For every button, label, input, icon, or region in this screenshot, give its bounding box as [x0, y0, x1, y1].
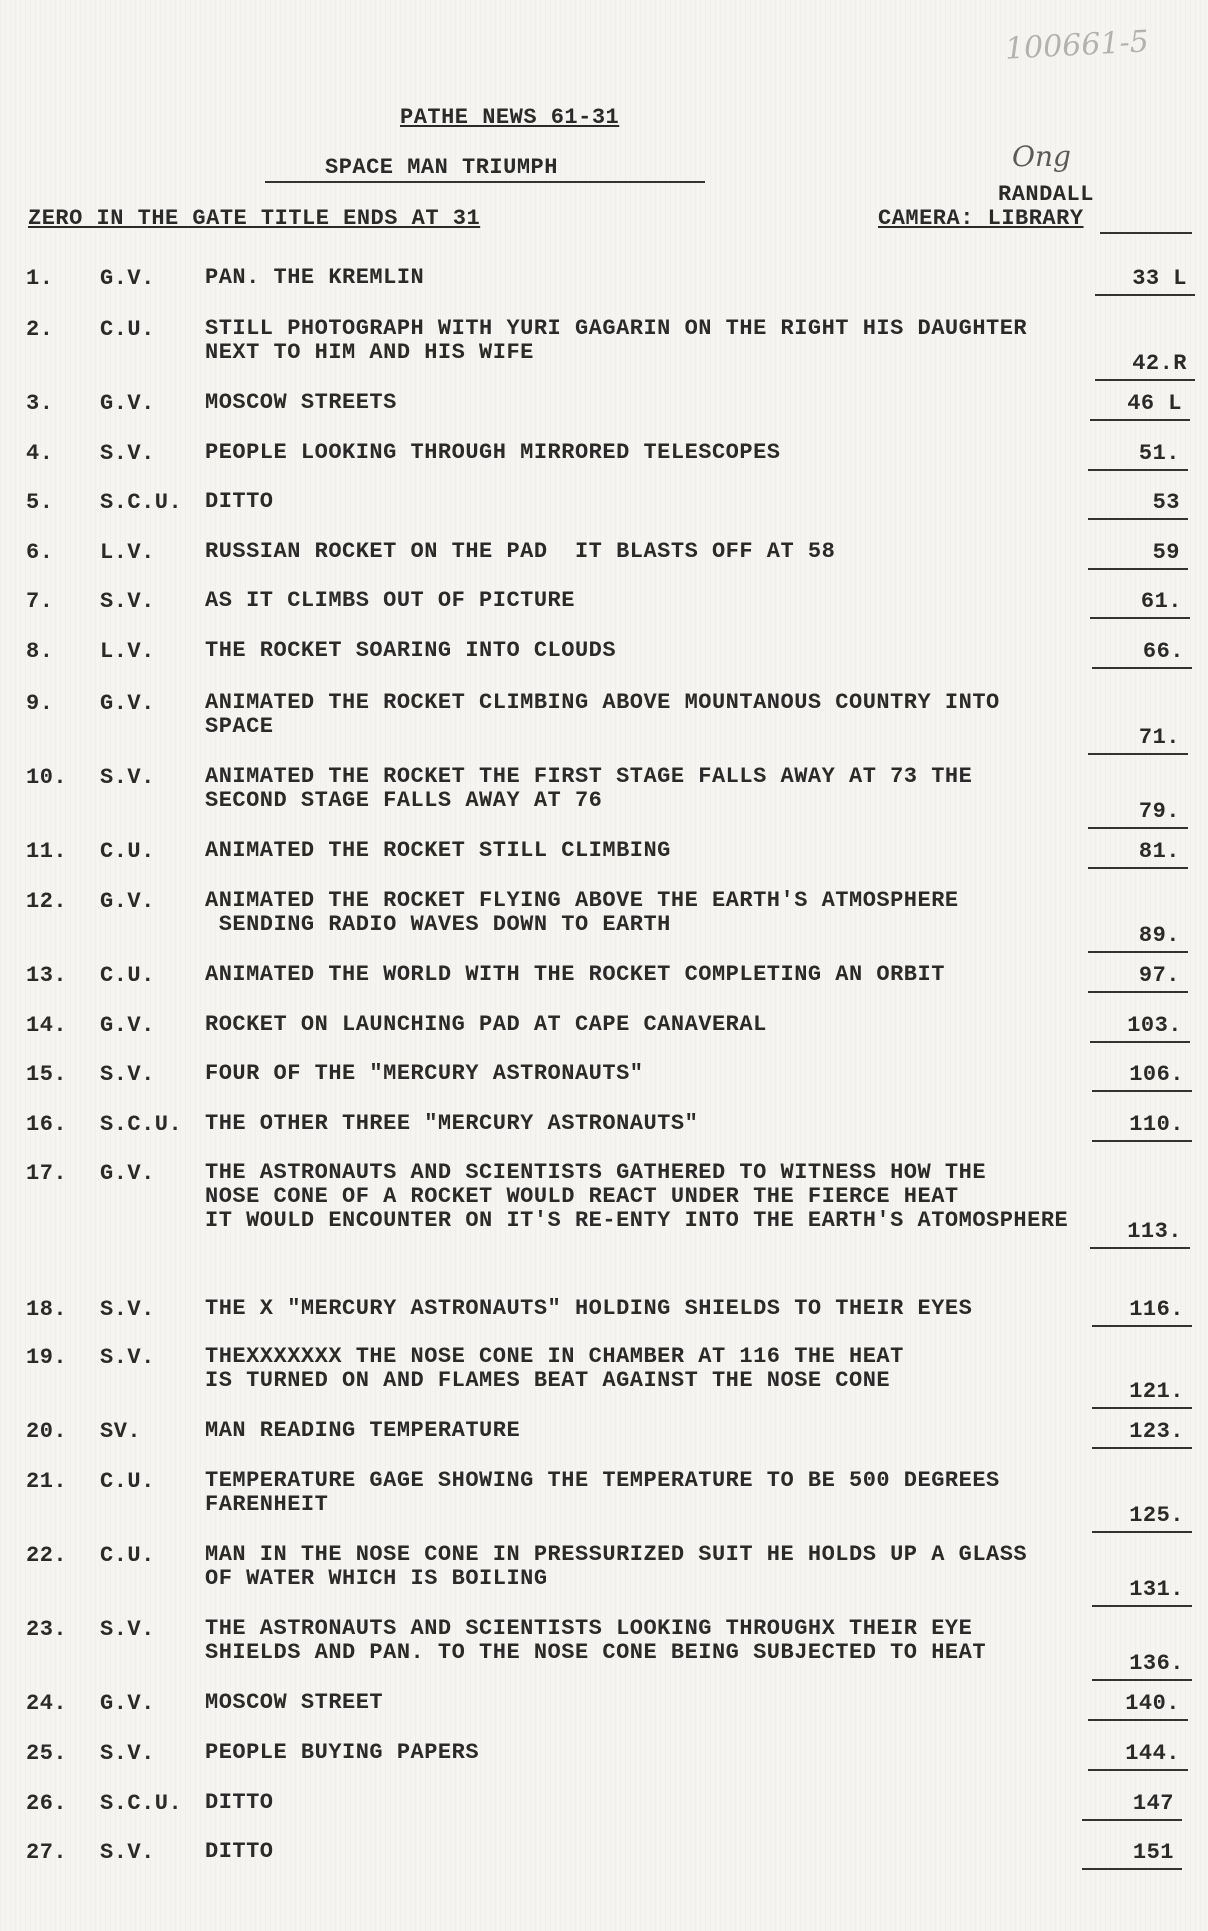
- shot-type: S.V.: [100, 589, 155, 614]
- footage-value: 97.: [1138, 963, 1180, 988]
- shot-description: [205, 1013, 1105, 1037]
- shot-number: 23.: [26, 1617, 68, 1642]
- footage-value: 59: [1152, 540, 1180, 565]
- description-line: ANIMATED THE ROCKET FLYING ABOVE THE EARTH'S ATMOSPHERE: [205, 888, 959, 913]
- footage-underline: [1088, 827, 1188, 829]
- shot-number: 25.: [26, 1741, 68, 1766]
- footage-value: 42.R: [1132, 351, 1187, 376]
- shot-type: L.V.: [100, 639, 155, 664]
- description-line: NOSE CONE OF A ROCKET WOULD REACT UNDER THE FIERCE HEAT: [205, 1184, 959, 1209]
- description-line: TEMPERATURE GAGE SHOWING THE TEMPERATURE TO BE 500 DEGREES: [205, 1468, 1000, 1493]
- footage-value: 46 L: [1127, 391, 1182, 416]
- footage-underline: [1088, 568, 1188, 570]
- description-line: ROCKET ON LAUNCHING PAD AT CAPE CANAVERAL: [205, 1012, 767, 1037]
- shot-type: C.U.: [100, 839, 155, 864]
- shot-number: 24.: [26, 1691, 68, 1716]
- description-line: MAN IN THE NOSE CONE IN PRESSURIZED SUIT HE HOLDS UP A GLASS: [205, 1542, 1028, 1567]
- description-line: OF WATER WHICH IS BOILING: [205, 1566, 548, 1591]
- description-line: AS IT CLIMBS OUT OF PICTURE: [205, 588, 575, 613]
- description-line: THE ASTRONAUTS AND SCIENTISTS GATHERED TO WITNESS HOW THE: [205, 1160, 987, 1185]
- shot-type: S.V.: [100, 765, 155, 790]
- description-line: FOUR OF THE "MERCURY ASTRONAUTS": [205, 1061, 644, 1086]
- shot-number: 18.: [26, 1297, 68, 1322]
- shot-type: S.V.: [100, 1297, 155, 1322]
- shot-description: [205, 589, 1105, 613]
- shot-number: 22.: [26, 1543, 68, 1568]
- footage-value: 51.: [1138, 441, 1180, 466]
- shot-type: C.U.: [100, 1543, 155, 1568]
- footage-underline: [1090, 1041, 1190, 1043]
- footage-underline: [1088, 991, 1188, 993]
- footage-value: 71.: [1138, 725, 1180, 750]
- camera-line: CAMERA: LIBRARY: [878, 206, 1084, 231]
- description-line: MAN READING TEMPERATURE: [205, 1418, 521, 1443]
- shot-number: 16.: [26, 1112, 68, 1137]
- description-line: SENDING RADIO WAVES DOWN TO EARTH: [205, 912, 671, 937]
- shot-type: S.C.U.: [100, 1112, 183, 1137]
- document-title: PATHE NEWS 61-31: [400, 105, 620, 130]
- shot-type: S.C.U.: [100, 1791, 183, 1816]
- footage-underline: [1088, 867, 1188, 869]
- shot-description: [205, 889, 1105, 937]
- shot-number: 12.: [26, 889, 68, 914]
- footage-value: 113.: [1127, 1219, 1182, 1244]
- shot-number: 7.: [26, 589, 54, 614]
- shot-number: 3.: [26, 391, 54, 416]
- shot-description: [205, 1161, 1105, 1233]
- shot-number: 20.: [26, 1419, 68, 1444]
- footage-underline: [1092, 1447, 1192, 1449]
- description-line: DITTO: [205, 489, 274, 514]
- shot-description: [205, 1297, 1105, 1321]
- shot-number: 4.: [26, 441, 54, 466]
- description-line: NEXT TO HIM AND HIS WIFE: [205, 340, 534, 365]
- footage-value: 123.: [1129, 1419, 1184, 1444]
- footage-underline: [1088, 469, 1188, 471]
- footage-value: 81.: [1138, 839, 1180, 864]
- footage-underline: [1092, 1407, 1192, 1409]
- shot-type: S.C.U.: [100, 490, 183, 515]
- shot-number: 8.: [26, 639, 54, 664]
- shot-description: [205, 1791, 1105, 1815]
- shot-description: [205, 1741, 1105, 1765]
- shot-number: 11.: [26, 839, 68, 864]
- footage-value: 53: [1152, 490, 1180, 515]
- footage-value: 151: [1132, 1840, 1174, 1865]
- description-line: RUSSIAN ROCKET ON THE PAD IT BLASTS OFF AT 58: [205, 539, 836, 564]
- shot-description: [205, 1617, 1105, 1665]
- shot-type: S.V.: [100, 1617, 155, 1642]
- shot-description: [205, 1112, 1105, 1136]
- footage-value: 125.: [1129, 1503, 1184, 1528]
- description-line: THE X "MERCURY ASTRONAUTS" HOLDING SHIELDS TO THEIR EYES: [205, 1296, 973, 1321]
- footage-value: 140.: [1125, 1691, 1180, 1716]
- footage-underline: [1095, 294, 1195, 296]
- shot-description: [205, 691, 1105, 739]
- shot-description: [205, 639, 1105, 663]
- description-line: PAN. THE KREMLIN: [205, 265, 425, 290]
- shot-description: [205, 266, 1105, 290]
- footage-value: 79.: [1138, 799, 1180, 824]
- description-line: STILL PHOTOGRAPH WITH YURI GAGARIN ON THE RIGHT HIS DAUGHTER: [205, 316, 1028, 341]
- shot-description: [205, 963, 1105, 987]
- footage-value: 66.: [1142, 639, 1184, 664]
- footage-value: 61.: [1140, 589, 1182, 614]
- footage-value: 131.: [1129, 1577, 1184, 1602]
- shot-description: [205, 1345, 1105, 1393]
- shot-description: [205, 1840, 1105, 1864]
- footage-underline: [1090, 1247, 1190, 1249]
- footage-underline: [1088, 1769, 1188, 1771]
- shot-number: 26.: [26, 1791, 68, 1816]
- shot-description: [205, 490, 1105, 514]
- description-line: IS TURNED ON AND FLAMES BEAT AGAINST THE NOSE CONE: [205, 1368, 891, 1393]
- shot-type: G.V.: [100, 691, 155, 716]
- description-line: THEXXXXXXX THE NOSE CONE IN CHAMBER AT 116 THE HEAT: [205, 1344, 904, 1369]
- shot-description: [205, 1469, 1105, 1517]
- description-line: SPACE: [205, 714, 274, 739]
- footage-value: 136.: [1129, 1651, 1184, 1676]
- shot-description: [205, 391, 1105, 415]
- handwritten-note: Ong: [1012, 140, 1071, 173]
- shot-type: SV.: [100, 1419, 142, 1444]
- shot-description: [205, 540, 1105, 564]
- footage-underline: [1092, 1679, 1192, 1681]
- shot-type: L.V.: [100, 540, 155, 565]
- description-line: ANIMATED THE WORLD WITH THE ROCKET COMPLETING AN ORBIT: [205, 962, 945, 987]
- shot-number: 27.: [26, 1840, 68, 1865]
- shot-number: 1.: [26, 266, 54, 291]
- shot-type: G.V.: [100, 1161, 155, 1186]
- shot-description: [205, 317, 1105, 365]
- footage-underline: [1082, 1819, 1182, 1821]
- description-line: MOSCOW STREETS: [205, 390, 397, 415]
- footage-value: 103.: [1127, 1013, 1182, 1038]
- shot-type: G.V.: [100, 391, 155, 416]
- footage-underline: [1088, 518, 1188, 520]
- shot-number: 14.: [26, 1013, 68, 1038]
- shot-description: [205, 441, 1105, 465]
- description-line: THE OTHER THREE "MERCURY ASTRONAUTS": [205, 1111, 699, 1136]
- shot-type: G.V.: [100, 1013, 155, 1038]
- footage-underline: [1095, 379, 1195, 381]
- shot-description: [205, 1543, 1105, 1591]
- shot-number: 2.: [26, 317, 54, 342]
- footage-value: 144.: [1125, 1741, 1180, 1766]
- shot-number: 13.: [26, 963, 68, 988]
- shot-number: 21.: [26, 1469, 68, 1494]
- shot-number: 6.: [26, 540, 54, 565]
- shot-type: G.V.: [100, 1691, 155, 1716]
- shot-number: 9.: [26, 691, 54, 716]
- footage-underline: [1090, 617, 1190, 619]
- camera-underline: [1100, 232, 1192, 234]
- footage-underline: [1092, 1140, 1192, 1142]
- footage-underline: [1088, 1719, 1188, 1721]
- footage-value: 33 L: [1132, 266, 1187, 291]
- description-line: THE ASTRONAUTS AND SCIENTISTS LOOKING THROUGHX THEIR EYE: [205, 1616, 973, 1641]
- shot-description: [205, 1691, 1105, 1715]
- shot-type: S.V.: [100, 1840, 155, 1865]
- description-line: DITTO: [205, 1839, 274, 1864]
- shot-type: G.V.: [100, 266, 155, 291]
- shot-description: [205, 839, 1105, 863]
- shot-number: 5.: [26, 490, 54, 515]
- description-line: PEOPLE LOOKING THROUGH MIRRORED TELESCOPES: [205, 440, 781, 465]
- shot-type: C.U.: [100, 1469, 155, 1494]
- footage-underline: [1092, 667, 1192, 669]
- cameraman-name: RANDALL: [998, 182, 1094, 207]
- title-underline: [265, 181, 705, 183]
- shot-description: [205, 765, 1105, 813]
- shot-type: C.U.: [100, 317, 155, 342]
- description-line: IT WOULD ENCOUNTER ON IT'S RE-ENTY INTO THE EARTH'S ATOMOSPHERE: [205, 1208, 1069, 1233]
- footage-value: 110.: [1129, 1112, 1184, 1137]
- description-line: MOSCOW STREET: [205, 1690, 384, 1715]
- footage-underline: [1082, 1868, 1182, 1870]
- footage-value: 147: [1132, 1791, 1174, 1816]
- shot-type: S.V.: [100, 441, 155, 466]
- description-line: ANIMATED THE ROCKET CLIMBING ABOVE MOUNTANOUS COUNTRY INTO: [205, 690, 1000, 715]
- shot-number: 17.: [26, 1161, 68, 1186]
- description-line: DITTO: [205, 1790, 274, 1815]
- footage-value: 106.: [1129, 1062, 1184, 1087]
- shot-type: S.V.: [100, 1062, 155, 1087]
- shot-number: 10.: [26, 765, 68, 790]
- footage-underline: [1092, 1531, 1192, 1533]
- zero-in-gate-line: ZERO IN THE GATE TITLE ENDS AT 31: [28, 206, 481, 231]
- footage-underline: [1088, 753, 1188, 755]
- footage-value: 116.: [1129, 1297, 1184, 1322]
- footage-underline: [1092, 1325, 1192, 1327]
- description-line: PEOPLE BUYING PAPERS: [205, 1740, 480, 1765]
- description-line: ANIMATED THE ROCKET STILL CLIMBING: [205, 838, 671, 863]
- description-line: SHIELDS AND PAN. TO THE NOSE CONE BEING SUBJECTED TO HEAT: [205, 1640, 987, 1665]
- footage-underline: [1092, 1090, 1192, 1092]
- footage-value: 89.: [1138, 923, 1180, 948]
- shot-description: [205, 1062, 1105, 1086]
- shot-type: S.V.: [100, 1741, 155, 1766]
- description-line: FARENHEIT: [205, 1492, 329, 1517]
- archive-id: 100661-5: [1004, 24, 1150, 67]
- shot-type: C.U.: [100, 963, 155, 988]
- shot-type: G.V.: [100, 889, 155, 914]
- description-line: SECOND STAGE FALLS AWAY AT 76: [205, 788, 603, 813]
- shot-number: 19.: [26, 1345, 68, 1370]
- shot-description: [205, 1419, 1105, 1443]
- shot-number: 15.: [26, 1062, 68, 1087]
- shot-type: S.V.: [100, 1345, 155, 1370]
- footage-underline: [1090, 419, 1190, 421]
- footage-underline: [1088, 951, 1188, 953]
- story-title: SPACE MAN TRIUMPH: [325, 155, 558, 180]
- footage-value: 121.: [1129, 1379, 1184, 1404]
- description-line: THE ROCKET SOARING INTO CLOUDS: [205, 638, 617, 663]
- footage-underline: [1092, 1605, 1192, 1607]
- description-line: ANIMATED THE ROCKET THE FIRST STAGE FALLS AWAY AT 73 THE: [205, 764, 973, 789]
